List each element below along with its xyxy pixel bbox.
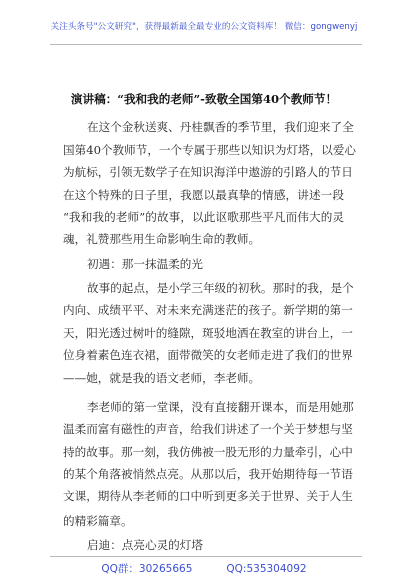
qq-group-link[interactable]: QQ群：30265665: [101, 563, 193, 575]
qq-number-link[interactable]: QQ:535304092: [226, 563, 307, 575]
body-line: 魂，礼赞那些用生命影响生命的教师。: [63, 232, 261, 246]
body-line: 内向、成绩平平、对未来充满迷茫的孩子。新学期的第一: [63, 303, 353, 317]
body-line: 李老师的第一堂课，没有直接翻开课本，而是用她那: [87, 400, 354, 414]
body-line: 持的故事。那一刻，我仿佛被一股无形的力量牵引，心中: [63, 445, 353, 459]
footer-divider: [50, 556, 362, 557]
body-line: 的精彩篇章。: [63, 514, 133, 528]
header-banner: 关注头条号"公文研究"，获得最新最全最专业的公文资料库！ 微信：gongwenyj: [50, 22, 358, 32]
body-line: 的某个角落被悄然点亮。从那以后，我开始期待每一节语: [63, 467, 353, 481]
body-line: 国第40个教师节，一个专属于那些以知识为灯塔，以爱心: [63, 143, 357, 157]
body-line: “我和我的老师”的故事，以此讴歌那些平凡而伟大的灵: [63, 210, 344, 224]
body-line: 在这个金秋送爽、丹桂飘香的季节里，我们迎来了全: [87, 120, 354, 134]
body-line: ——她，就是我的语文老师，李老师。: [63, 371, 261, 385]
body-line: 位身着素色连衣裙，面带微笑的女老师走进了我们的世界: [63, 348, 353, 362]
section-heading: 初遇：那一抹温柔的光: [87, 257, 203, 271]
body-line: 在这个特殊的日子里，我愿以最真挚的情感，讲述一段: [63, 188, 344, 202]
footer-contact: [0, 561, 408, 576]
body-line: 文课，期待从李老师的口中听到更多关于世界、关于人生: [63, 489, 353, 503]
section-heading: 启迪：点亮心灵的灯塔: [87, 538, 203, 552]
body-line: 为航标，引领无数学子在知识海洋中遨游的引路人的节日: [63, 165, 353, 179]
body-line: 故事的起点，是小学三年级的初秋。那时的我，是个: [87, 281, 354, 295]
document-title: 演讲稿：“我和我的老师”-致敬全国第40个教师节！: [70, 92, 338, 106]
header-divider: [50, 44, 362, 45]
body-line: 温柔而富有磁性的声音，给我们讲述了一个关于梦想与坚: [63, 422, 353, 436]
body-line: 天，阳光透过树叶的缝隙，斑驳地洒在教室的讲台上，一: [63, 326, 353, 340]
